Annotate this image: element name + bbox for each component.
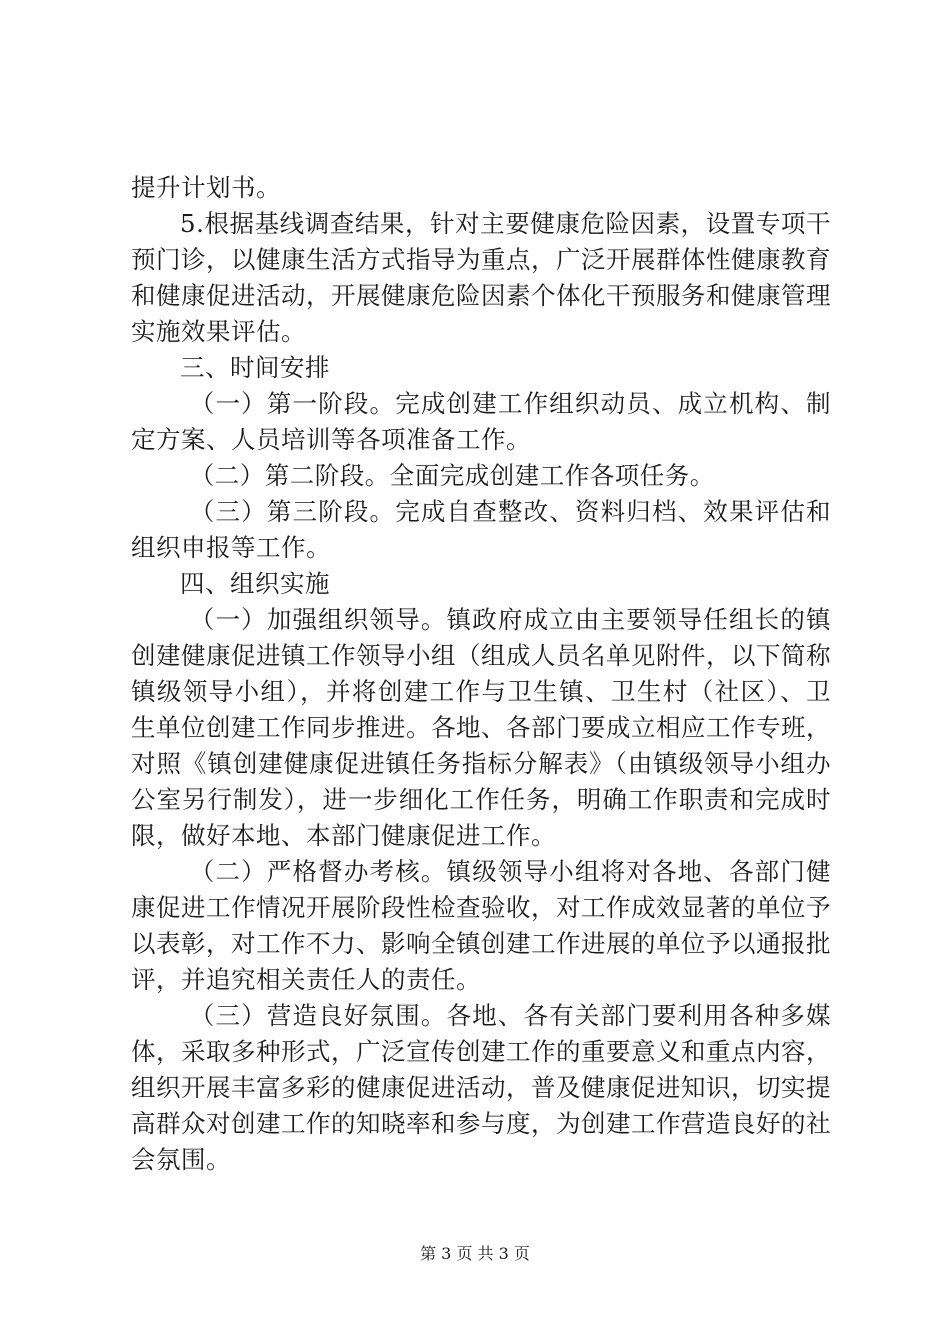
paragraph-atmosphere: （三）营造良好氛围。各地、各有关部门要利用各种多媒体，采取多种形式，广泛宣传创建工作的重要意义和重点内容，组织开展丰富多彩的健康促进活动，普及健康促进知识，切实提高群众对创建工作的知晓率和参与度，为创建工作营造良好的社会氛围。 <box>131 1001 831 1174</box>
paragraph-phase-3: （三）第三阶段。完成自查整改、资料归档、效果评估和组织申报等工作。 <box>131 497 831 562</box>
paragraph-continuation: 提升计划书。 <box>131 173 281 202</box>
paragraph-supervision: （二）严格督办考核。镇级领导小组将对各地、各部门健康促进工作情况开展阶段性检查验收，对工作成效显著的单位予以表彰，对工作不力、影响全镇创建工作进展的单位予以通报批评，并追究相关责任人的责任。 <box>131 857 831 994</box>
section-heading-implementation: 四、组织实施 <box>180 569 330 598</box>
section-heading-schedule: 三、时间安排 <box>180 353 330 382</box>
page-number-footer: 第 3 页 共 3 页 <box>420 1244 530 1263</box>
paragraph-phase-2: （二）第二阶段。全面完成创建工作各项任务。 <box>189 461 715 490</box>
paragraph-phase-1: （一）第一阶段。完成创建工作组织动员、成立机构、制定方案、人员培训等各项准备工作。 <box>131 389 831 454</box>
paragraph-item-5: 5.根据基线调查结果，针对主要健康危险因素，设置专项干预门诊，以健康生活方式指导为重点，广泛开展群体性健康教育和健康促进活动，开展健康危险因素个体化干预服务和健康管理实施效果评估。 <box>131 209 831 346</box>
document-body <box>131 170 831 1178</box>
paragraph-leadership: （一）加强组织领导。镇政府成立由主要领导任组长的镇创建健康促进镇工作领导小组（组成人员名单见附件，以下简称镇级领导小组），并将创建工作与卫生镇、卫生村（社区）、卫生单位创建工作同步推进。各地、各部门要成立相应工作专班，对照《镇创建健康促进镇任务指标分解表》（由镇级领导小组办公室另行制发），进一步细化工作任务，明确工作职责和完成时限，做好本地、本部门健康促进工作。 <box>131 605 831 850</box>
